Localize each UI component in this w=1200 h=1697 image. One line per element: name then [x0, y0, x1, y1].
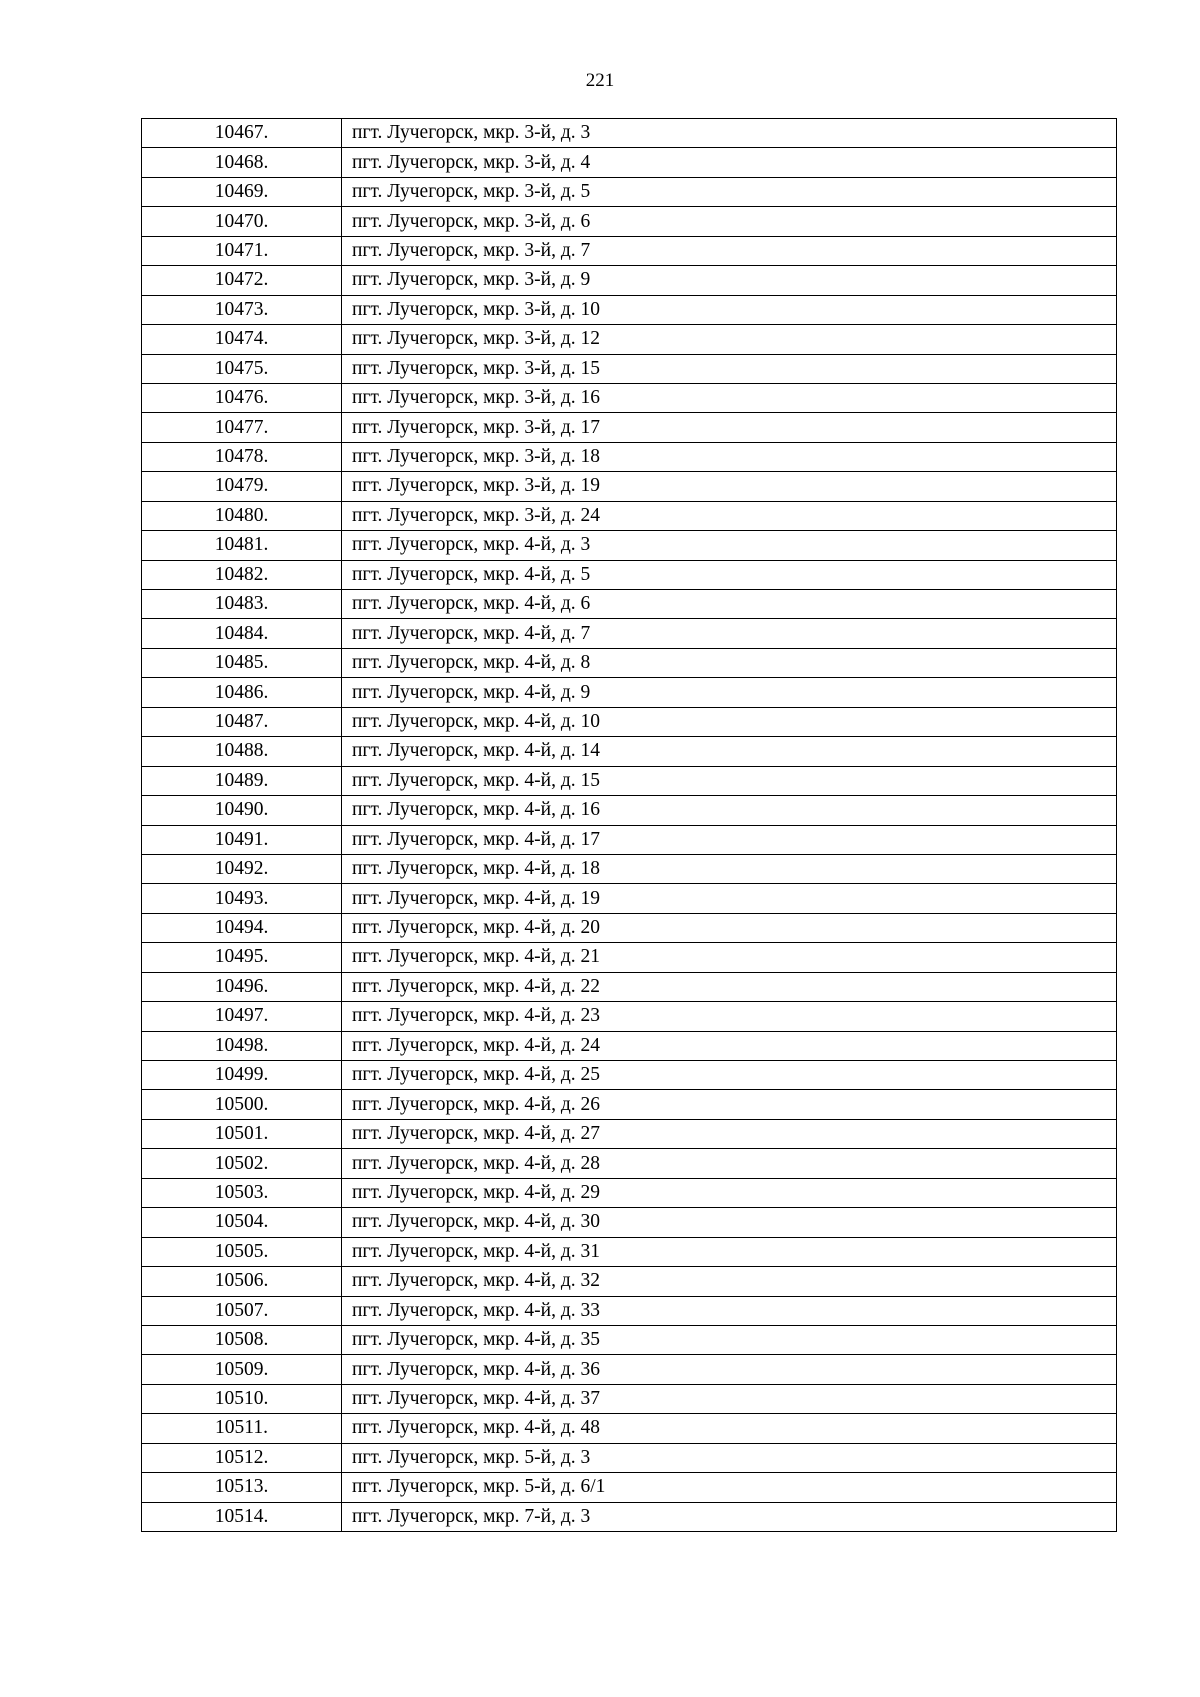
table-row	[142, 737, 1117, 766]
table-row	[142, 1502, 1117, 1531]
row-number-cell: 10499.	[142, 1061, 342, 1090]
row-number-cell: 10513.	[142, 1473, 342, 1502]
table-row	[142, 1355, 1117, 1384]
address-cell: пгт. Лучегорск, мкр. 4-й, д. 35	[342, 1325, 1117, 1354]
row-number-cell: 10487.	[142, 707, 342, 736]
address-cell: пгт. Лучегорск, мкр. 3-й, д. 19	[342, 472, 1117, 501]
table-row	[142, 972, 1117, 1001]
address-cell: пгт. Лучегорск, мкр. 4-й, д. 7	[342, 619, 1117, 648]
table-row	[142, 1178, 1117, 1207]
address-cell: пгт. Лучегорск, мкр. 7-й, д. 3	[342, 1502, 1117, 1531]
row-number-cell: 10474.	[142, 325, 342, 354]
row-number-cell: 10484.	[142, 619, 342, 648]
address-cell: пгт. Лучегорск, мкр. 3-й, д. 24	[342, 501, 1117, 530]
address-cell: пгт. Лучегорск, мкр. 4-й, д. 17	[342, 825, 1117, 854]
table-row	[142, 531, 1117, 560]
address-cell: пгт. Лучегорск, мкр. 5-й, д. 3	[342, 1443, 1117, 1472]
table-row	[142, 177, 1117, 206]
table-row	[142, 590, 1117, 619]
row-number-cell: 10502.	[142, 1149, 342, 1178]
row-number-cell: 10477.	[142, 413, 342, 442]
address-cell: пгт. Лучегорск, мкр. 4-й, д. 27	[342, 1119, 1117, 1148]
address-table	[141, 118, 1117, 1532]
row-number-cell: 10509.	[142, 1355, 342, 1384]
table-row	[142, 1296, 1117, 1325]
address-cell: пгт. Лучегорск, мкр. 4-й, д. 28	[342, 1149, 1117, 1178]
row-number-cell: 10514.	[142, 1502, 342, 1531]
row-number-cell: 10491.	[142, 825, 342, 854]
table-row	[142, 148, 1117, 177]
table-row	[142, 236, 1117, 265]
address-cell: пгт. Лучегорск, мкр. 4-й, д. 20	[342, 913, 1117, 942]
row-number-cell: 10507.	[142, 1296, 342, 1325]
table-row	[142, 266, 1117, 295]
table-row	[142, 207, 1117, 236]
address-cell: пгт. Лучегорск, мкр. 4-й, д. 18	[342, 854, 1117, 883]
row-number-cell: 10488.	[142, 737, 342, 766]
address-cell: пгт. Лучегорск, мкр. 4-й, д. 24	[342, 1031, 1117, 1060]
address-cell: пгт. Лучегорск, мкр. 4-й, д. 48	[342, 1414, 1117, 1443]
row-number-cell: 10472.	[142, 266, 342, 295]
row-number-cell: 10510.	[142, 1384, 342, 1413]
row-number-cell: 10511.	[142, 1414, 342, 1443]
table-row	[142, 1473, 1117, 1502]
address-cell: пгт. Лучегорск, мкр. 4-й, д. 21	[342, 943, 1117, 972]
table-row	[142, 678, 1117, 707]
table-row	[142, 648, 1117, 677]
table-row	[142, 1002, 1117, 1031]
row-number-cell: 10504.	[142, 1208, 342, 1237]
row-number-cell: 10508.	[142, 1325, 342, 1354]
row-number-cell: 10500.	[142, 1090, 342, 1119]
address-cell: пгт. Лучегорск, мкр. 4-й, д. 30	[342, 1208, 1117, 1237]
table-row	[142, 796, 1117, 825]
row-number-cell: 10481.	[142, 531, 342, 560]
address-cell: пгт. Лучегорск, мкр. 4-й, д. 6	[342, 590, 1117, 619]
row-number-cell: 10490.	[142, 796, 342, 825]
address-cell: пгт. Лучегорск, мкр. 4-й, д. 29	[342, 1178, 1117, 1207]
address-cell: пгт. Лучегорск, мкр. 4-й, д. 10	[342, 707, 1117, 736]
address-cell: пгт. Лучегорск, мкр. 4-й, д. 33	[342, 1296, 1117, 1325]
address-cell: пгт. Лучегорск, мкр. 4-й, д. 36	[342, 1355, 1117, 1384]
address-cell: пгт. Лучегорск, мкр. 4-й, д. 23	[342, 1002, 1117, 1031]
row-number-cell: 10492.	[142, 854, 342, 883]
address-cell: пгт. Лучегорск, мкр. 4-й, д. 9	[342, 678, 1117, 707]
row-number-cell: 10478.	[142, 442, 342, 471]
row-number-cell: 10483.	[142, 590, 342, 619]
address-cell: пгт. Лучегорск, мкр. 4-й, д. 32	[342, 1267, 1117, 1296]
address-cell: пгт. Лучегорск, мкр. 4-й, д. 15	[342, 766, 1117, 795]
table-row	[142, 943, 1117, 972]
address-cell: пгт. Лучегорск, мкр. 4-й, д. 5	[342, 560, 1117, 589]
address-cell: пгт. Лучегорск, мкр. 5-й, д. 6/1	[342, 1473, 1117, 1502]
row-number-cell: 10505.	[142, 1237, 342, 1266]
table-row	[142, 501, 1117, 530]
row-number-cell: 10497.	[142, 1002, 342, 1031]
address-cell: пгт. Лучегорск, мкр. 3-й, д. 18	[342, 442, 1117, 471]
address-cell: пгт. Лучегорск, мкр. 3-й, д. 16	[342, 383, 1117, 412]
row-number-cell: 10480.	[142, 501, 342, 530]
address-cell: пгт. Лучегорск, мкр. 4-й, д. 19	[342, 884, 1117, 913]
table-row	[142, 766, 1117, 795]
address-cell: пгт. Лучегорск, мкр. 4-й, д. 31	[342, 1237, 1117, 1266]
table-row	[142, 383, 1117, 412]
address-cell: пгт. Лучегорск, мкр. 3-й, д. 6	[342, 207, 1117, 236]
table-row	[142, 1414, 1117, 1443]
table-row	[142, 325, 1117, 354]
table-row	[142, 884, 1117, 913]
table-row	[142, 707, 1117, 736]
row-number-cell: 10489.	[142, 766, 342, 795]
table-row	[142, 119, 1117, 148]
address-cell: пгт. Лучегорск, мкр. 3-й, д. 5	[342, 177, 1117, 206]
row-number-cell: 10475.	[142, 354, 342, 383]
table-row	[142, 619, 1117, 648]
table-row	[142, 295, 1117, 324]
row-number-cell: 10506.	[142, 1267, 342, 1296]
address-cell: пгт. Лучегорск, мкр. 4-й, д. 25	[342, 1061, 1117, 1090]
row-number-cell: 10473.	[142, 295, 342, 324]
table-row	[142, 1149, 1117, 1178]
table-row	[142, 1443, 1117, 1472]
row-number-cell: 10493.	[142, 884, 342, 913]
table-row	[142, 472, 1117, 501]
address-cell: пгт. Лучегорск, мкр. 4-й, д. 22	[342, 972, 1117, 1001]
row-number-cell: 10495.	[142, 943, 342, 972]
row-number-cell: 10486.	[142, 678, 342, 707]
address-cell: пгт. Лучегорск, мкр. 3-й, д. 10	[342, 295, 1117, 324]
address-cell: пгт. Лучегорск, мкр. 3-й, д. 17	[342, 413, 1117, 442]
table-row	[142, 854, 1117, 883]
row-number-cell: 10471.	[142, 236, 342, 265]
row-number-cell: 10470.	[142, 207, 342, 236]
address-cell: пгт. Лучегорск, мкр. 3-й, д. 4	[342, 148, 1117, 177]
row-number-cell: 10498.	[142, 1031, 342, 1060]
row-number-cell: 10496.	[142, 972, 342, 1001]
address-cell: пгт. Лучегорск, мкр. 3-й, д. 3	[342, 119, 1117, 148]
table-row	[142, 560, 1117, 589]
address-cell: пгт. Лучегорск, мкр. 4-й, д. 26	[342, 1090, 1117, 1119]
table-row	[142, 442, 1117, 471]
row-number-cell: 10501.	[142, 1119, 342, 1148]
address-cell: пгт. Лучегорск, мкр. 3-й, д. 15	[342, 354, 1117, 383]
row-number-cell: 10485.	[142, 648, 342, 677]
row-number-cell: 10503.	[142, 1178, 342, 1207]
table-row	[142, 1384, 1117, 1413]
address-cell: пгт. Лучегорск, мкр. 3-й, д. 12	[342, 325, 1117, 354]
address-cell: пгт. Лучегорск, мкр. 4-й, д. 37	[342, 1384, 1117, 1413]
address-cell: пгт. Лучегорск, мкр. 4-й, д. 3	[342, 531, 1117, 560]
address-cell: пгт. Лучегорск, мкр. 4-й, д. 8	[342, 648, 1117, 677]
page-number: 221	[585, 70, 615, 91]
row-number-cell: 10468.	[142, 148, 342, 177]
address-cell: пгт. Лучегорск, мкр. 3-й, д. 7	[342, 236, 1117, 265]
address-table-body	[142, 119, 1117, 1532]
address-cell: пгт. Лучегорск, мкр. 4-й, д. 14	[342, 737, 1117, 766]
row-number-cell: 10469.	[142, 177, 342, 206]
address-cell: пгт. Лучегорск, мкр. 3-й, д. 9	[342, 266, 1117, 295]
table-row	[142, 1208, 1117, 1237]
table-row	[142, 1090, 1117, 1119]
table-row	[142, 1061, 1117, 1090]
row-number-cell: 10482.	[142, 560, 342, 589]
table-row	[142, 1031, 1117, 1060]
row-number-cell: 10467.	[142, 119, 342, 148]
row-number-cell: 10479.	[142, 472, 342, 501]
address-cell: пгт. Лучегорск, мкр. 4-й, д. 16	[342, 796, 1117, 825]
table-row	[142, 825, 1117, 854]
table-row	[142, 1267, 1117, 1296]
table-row	[142, 1119, 1117, 1148]
row-number-cell: 10476.	[142, 383, 342, 412]
row-number-cell: 10494.	[142, 913, 342, 942]
table-row	[142, 354, 1117, 383]
row-number-cell: 10512.	[142, 1443, 342, 1472]
table-row	[142, 913, 1117, 942]
table-row	[142, 1325, 1117, 1354]
table-row	[142, 413, 1117, 442]
table-row	[142, 1237, 1117, 1266]
